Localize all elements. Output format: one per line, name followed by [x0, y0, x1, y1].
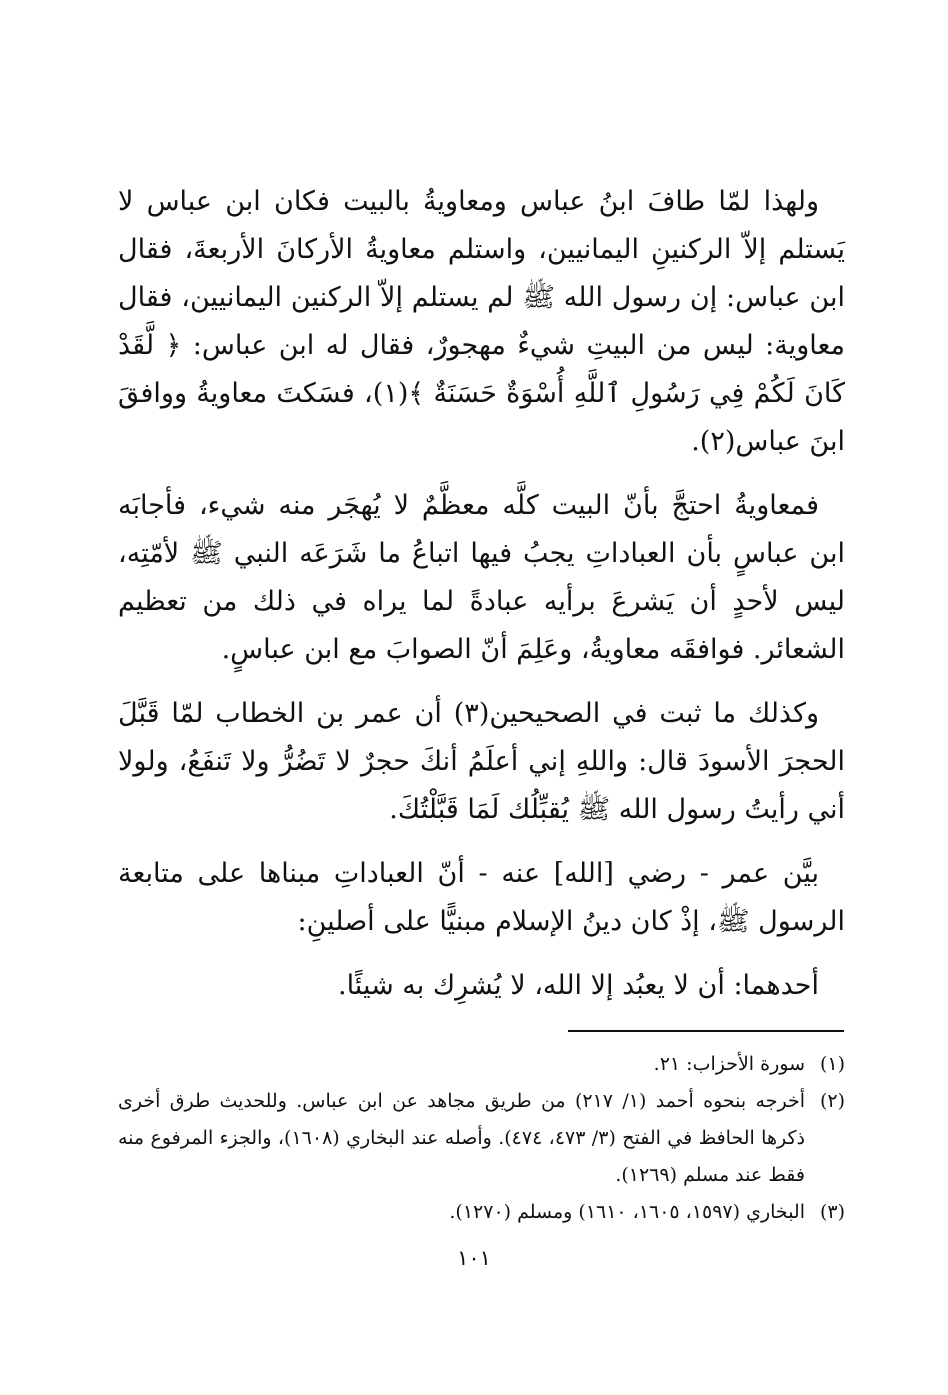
paragraph-2: فمعاويةُ احتجَّ بأنّ البيت كلَّه معظَّمٌ لا يُهجَر منه شيء، فأجابَه ابن عباسٍ بأن العباداتِ يجبُ فيها اتباعُ ما شَرَعَه النبي ﷺ لأمّتِه، ليس لأحدٍ أن يَشرعَ برأيه عبادةً لما يراه في ذلك من تعظيم الشعائر. فوافقَه معاويةُ، وعَلِمَ أنّ الصوابَ مع ابن عباسٍ. [118, 490, 845, 665]
paragraph-1: ولهذا لمّا طافَ ابنُ عباس ومعاويةُ بالبيت فكان ابن عباس لا يَستلم إلاّ الركنينِ اليمانيين، واستلم معاويةُ الأركانَ الأربعةَ، فقال ابن عباس: إن رسول الله ﷺ لم يستلم إلاّ الركنين اليمانيين، فقال معاوية: ليس من البيتِ شيءٌ مهجورٌ، فقال له ابن عباس: ﴿ لَّقَدْ كَانَ لَكُمْ فِي رَسُولِ ٱللَّهِ أُسْوَةٌ حَسَنَةٌ ﴾(١)، فسَكتَ معاويةُ ووافقَ ابنَ عباس(٢). [118, 186, 845, 457]
footnote-number: (٣) [819, 1201, 845, 1223]
footnotes [118, 1046, 845, 1231]
paragraph-3: وكذلك ما ثبت في الصحيحين(٣) أن عمر بن الخطاب لمّا قَبَّلَ الحجرَ الأسودَ قال: واللهِ إني أعلَمُ أنكَ حجرٌ لا تَضُرُّ ولا تَنفَعُ، ولولا أني رأيتُ رسول الله ﷺ يُقبِّلُك لَمَا قَبَّلْتُكَ. [118, 698, 845, 825]
main-text [118, 178, 845, 1026]
footnote-text: البخاري (١٥٩٧، ١٦٠٥، ١٦١٠) ومسلم (١٢٧٠). [449, 1201, 805, 1223]
footnote-text: أخرجه بنحوه أحمد (١/ ٢١٧) من طريق مجاهد عن ابن عباس. وللحديث طرق أخرى ذكرها الحافظ في الفتح (٣/ ٤٧٣، ٤٧٤). وأصله عند البخاري (١٦٠٨)، والجزء المرفوع منه فقط عند مسلم (١٢٦٩). [118, 1090, 805, 1186]
footnote-1 [118, 1046, 845, 1083]
page-number: ١٠١ [457, 1246, 491, 1270]
footnote-text: سورة الأحزاب: ٢١. [653, 1053, 805, 1075]
footnote-number: (١) [819, 1053, 845, 1075]
body-text [118, 178, 845, 1010]
paragraph-4: بيَّن عمر - رضي [الله] عنه - أنّ العباداتِ مبناها على متابعة الرسول ﷺ، إذْ كان دينُ الإسلام مبنيًّا على أصلينِ: [118, 858, 845, 937]
footnote-3 [118, 1194, 845, 1231]
footnote-number: (٢) [819, 1090, 845, 1112]
footnote-divider [568, 1030, 844, 1032]
paragraph-5: أحدهما: أن لا يعبُد إلا الله، لا يُشرِك به شيئًا. [338, 970, 819, 1001]
footnote-2 [118, 1083, 845, 1194]
